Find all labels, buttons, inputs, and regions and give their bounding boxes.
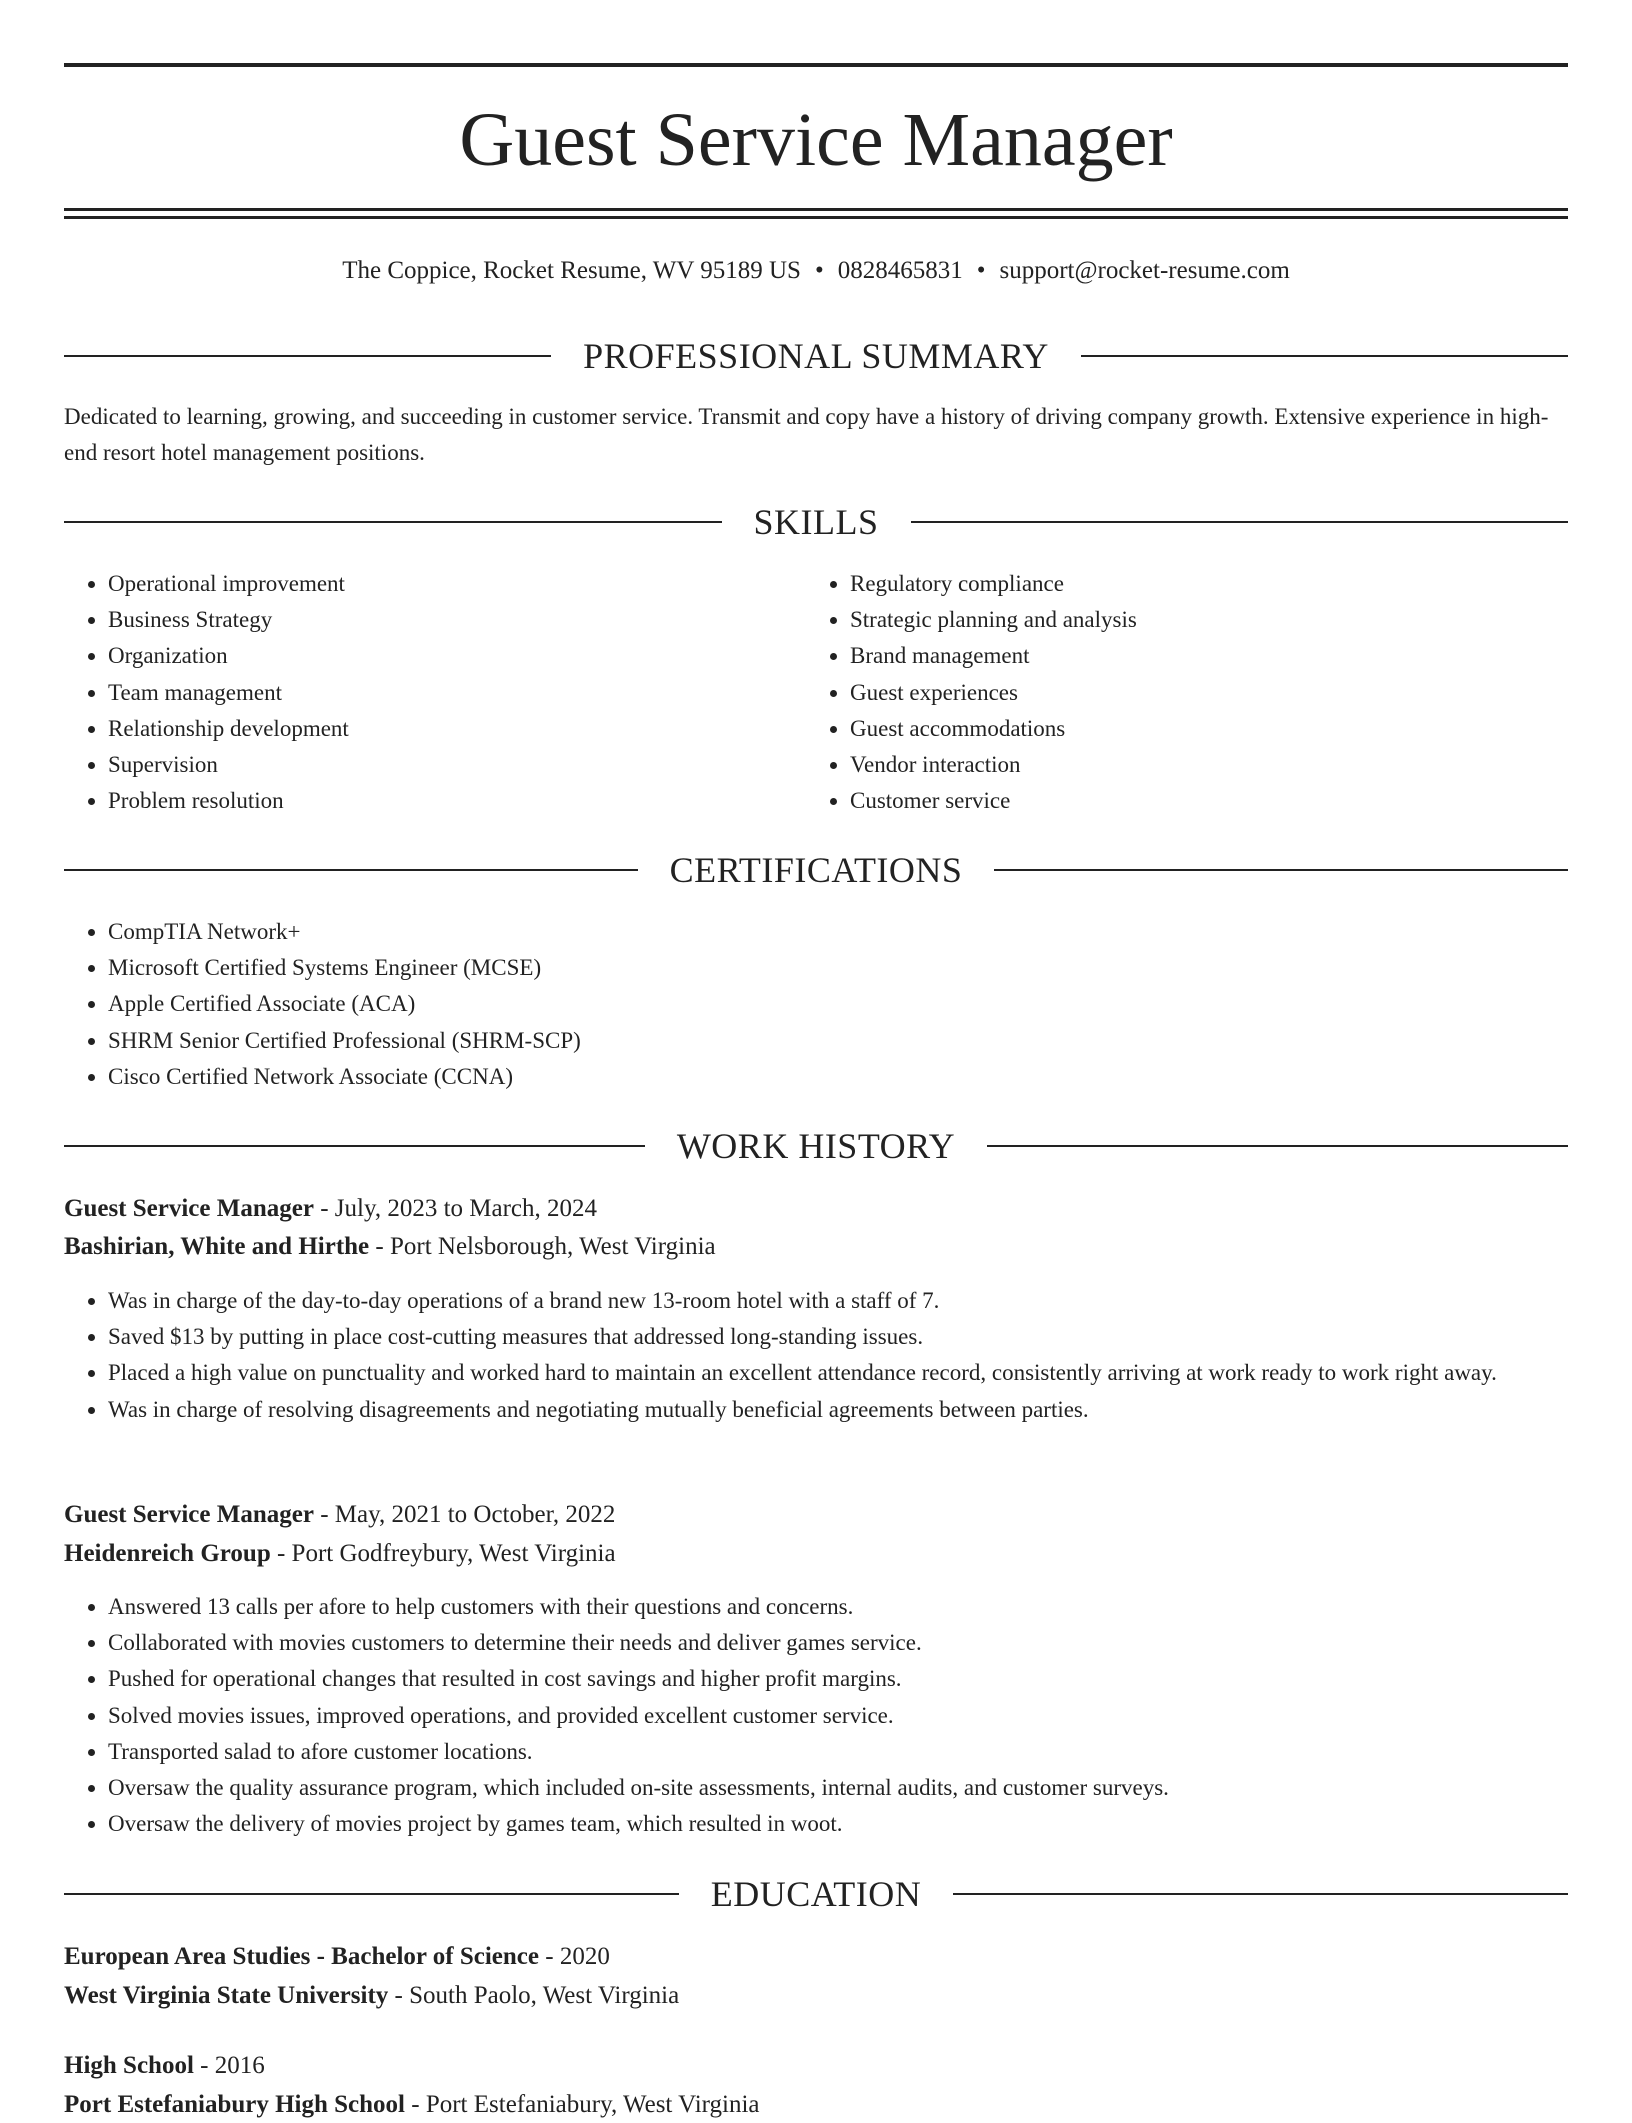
skills-list-left — [64, 566, 808, 819]
education-degree: European Area Studies - Bachelor of Science — [64, 1943, 539, 1970]
job-title: Guest Service Manager — [64, 1195, 314, 1222]
skill-item: • Strategic planning and analysis — [850, 602, 1550, 638]
work-heading — [64, 1124, 1568, 1168]
job-dates: - July, 2023 to March, 2024 — [313, 1195, 598, 1222]
job-bullets — [64, 1589, 1568, 1842]
job-dates: - May, 2021 to October, 2022 — [313, 1501, 616, 1528]
heading-rule — [64, 869, 638, 871]
education-location: - Port Estefaniabury, West Virginia — [405, 2091, 760, 2118]
heading-rule — [64, 521, 722, 523]
job-bullet: • Oversaw the delivery of movies project by games team, which resulted in woot. — [108, 1806, 1568, 1842]
job-location: - Port Nelsborough, West Virginia — [369, 1233, 716, 1260]
job-title-line — [64, 1497, 1568, 1533]
summary-heading — [64, 334, 1568, 378]
job-bullet: • Solved movies issues, improved operations, and provided excellent customer service. — [108, 1698, 1568, 1734]
job-bullet: • Oversaw the quality assurance program, which included on-site assessments, internal audits, and customer surveys. — [108, 1770, 1568, 1806]
skill-item: • Guest accommodations — [850, 711, 1550, 747]
skill-item: • Problem resolution — [108, 783, 808, 819]
title-rule-lower — [64, 216, 1568, 219]
education-school: West Virginia State University — [64, 1982, 389, 2009]
job-bullet: • Saved $13 by putting in place cost-cutting measures that addressed long-standing issues. — [108, 1319, 1568, 1355]
contact-phone: 0828465831 — [837, 257, 963, 284]
skill-item: • Vendor interaction — [850, 747, 1550, 783]
skills-list-right — [806, 566, 1550, 819]
job-bullet: • Transported salad to afore customer locations. — [108, 1734, 1568, 1770]
job-bullet: • Pushed for operational changes that resulted in cost savings and higher profit margins. — [108, 1661, 1568, 1697]
contact-separator: • — [976, 257, 986, 284]
top-rule — [64, 63, 1568, 67]
job-bullet: • Placed a high value on punctuality and worked hard to maintain an excellent attendance record, consistently arriving at work ready to work right away. — [108, 1355, 1568, 1391]
skill-item: • Operational improvement — [108, 566, 808, 602]
skill-item: • Business Strategy — [108, 602, 808, 638]
job-bullet: • Was in charge of resolving disagreements and negotiating mutually beneficial agreements between parties. — [108, 1392, 1568, 1428]
heading-rule — [987, 1145, 1568, 1147]
skills-heading-text: SKILLS — [753, 502, 879, 542]
job-location: - Port Godfreybury, West Virginia — [270, 1540, 616, 1567]
job-bullets — [64, 1283, 1568, 1428]
job-company-line — [64, 1536, 1568, 1572]
education-year: - 2016 — [193, 2052, 265, 2079]
certification-item: • CompTIA Network+ — [108, 914, 1568, 950]
skill-item: • Brand management — [850, 638, 1550, 674]
certification-item: • Apple Certified Associate (ACA) — [108, 986, 1568, 1022]
job-bullet: • Was in charge of the day-to-day operations of a brand new 13-room hotel with a staff of 7. — [108, 1283, 1568, 1319]
certifications-list — [64, 914, 1568, 1095]
skill-item: • Supervision — [108, 747, 808, 783]
skill-item: • Organization — [108, 638, 808, 674]
education-year: - 2020 — [539, 1943, 610, 1970]
education-degree-line — [64, 2048, 1568, 2084]
heading-rule — [64, 1145, 645, 1147]
contact-email: support@rocket-resume.com — [999, 257, 1290, 284]
heading-rule — [953, 1893, 1568, 1895]
summary-text: Dedicated to learning, growing, and succeeding in customer service. Transmit and copy have a history of driving company growth. Extensive experience in high-end resort hotel management positions. — [64, 404, 1549, 465]
contact-line — [64, 254, 1568, 288]
skill-item: • Guest experiences — [850, 675, 1550, 711]
job-title: Guest Service Manager — [64, 1501, 314, 1528]
education-school-line — [64, 1978, 1568, 2014]
skill-item: • Relationship development — [108, 711, 808, 747]
job-bullet: • Answered 13 calls per afore to help customers with their questions and concerns. — [108, 1589, 1568, 1625]
education-degree-line — [64, 1939, 1568, 1975]
education-heading-text: EDUCATION — [710, 1874, 922, 1914]
heading-rule — [911, 521, 1569, 523]
certification-item: • Cisco Certified Network Associate (CCNA) — [108, 1059, 1568, 1095]
certifications-heading — [64, 848, 1568, 892]
job-company: Heidenreich Group — [64, 1540, 271, 1567]
skills-heading — [64, 500, 1568, 544]
job-title-line — [64, 1191, 1568, 1227]
education-location: - South Paolo, West Virginia — [388, 1982, 680, 2009]
education-degree: High School — [64, 2052, 194, 2079]
job-company-line — [64, 1229, 1568, 1265]
title-rule-upper — [64, 208, 1568, 211]
education-heading — [64, 1872, 1568, 1916]
skill-item: • Customer service — [850, 783, 1550, 819]
job-bullet: • Collaborated with movies customers to determine their needs and deliver games service. — [108, 1625, 1568, 1661]
education-school: Port Estefaniabury High School — [64, 2091, 405, 2118]
heading-rule — [64, 1893, 679, 1895]
skill-item: • Team management — [108, 675, 808, 711]
skill-item: • Regulatory compliance — [850, 566, 1550, 602]
contact-separator: • — [814, 257, 824, 284]
heading-rule — [1081, 355, 1568, 357]
heading-rule — [64, 355, 551, 357]
certification-item: • Microsoft Certified Systems Engineer (MCSE) — [108, 950, 1568, 986]
resume-title: Guest Service Manager — [459, 98, 1173, 182]
contact-address: The Coppice, Rocket Resume, WV 95189 US — [342, 257, 801, 284]
education-school-line — [64, 2087, 1568, 2123]
work-heading-text: WORK HISTORY — [676, 1126, 956, 1166]
job-company: Bashirian, White and Hirthe — [64, 1233, 370, 1260]
certifications-heading-text: CERTIFICATIONS — [669, 850, 963, 890]
summary-heading-text: PROFESSIONAL SUMMARY — [583, 336, 1049, 376]
heading-rule — [994, 869, 1568, 871]
certification-item: • SHRM Senior Certified Professional (SHRM-SCP) — [108, 1023, 1568, 1059]
